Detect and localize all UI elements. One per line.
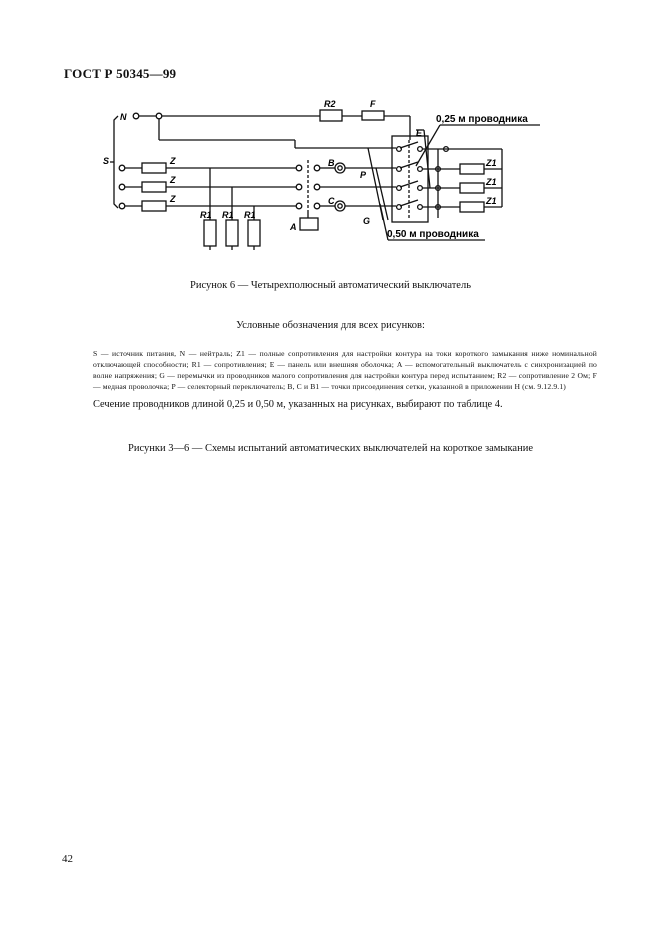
point-c [335, 201, 345, 211]
label-c: C [328, 196, 335, 206]
label-r2: R2 [324, 100, 336, 109]
resistor-r1-2 [226, 220, 238, 246]
label-r1-3: R1 [244, 210, 256, 220]
resistor-r2 [320, 110, 342, 121]
terminal-n [133, 113, 139, 119]
label-a: A [290, 222, 297, 232]
phase-lines [119, 163, 296, 211]
label-z1-1: Z1 [486, 158, 497, 168]
note-bottom: 0,50 м проводника [387, 229, 479, 240]
resistor-r1-1 [204, 220, 216, 246]
label-f: F [370, 100, 376, 109]
note-top: 0,25 м проводника [436, 114, 528, 125]
impedance-z1-2 [460, 183, 484, 193]
resistor-r1-3 [248, 220, 260, 246]
figures-caption: Рисунки 3—6 — Схемы испытаний автоматических выключателей на короткое замыкание [128, 443, 533, 454]
source-bracket [114, 116, 118, 208]
label-p: P [360, 170, 367, 180]
label-s: S [103, 156, 110, 166]
label-r1-2: R1 [222, 210, 234, 220]
label-r1-1: R1 [200, 210, 212, 220]
label-g: G [363, 216, 371, 226]
pointer-top [424, 130, 430, 188]
label-z1-3: Z1 [486, 196, 497, 206]
standard-header: ГОСТ Р 50345—99 [64, 66, 177, 81]
point-b [335, 163, 345, 173]
fuse-f [362, 111, 384, 120]
label-z-1: Z [170, 156, 176, 166]
label-z1-2: Z1 [486, 177, 497, 187]
impedance-z1-3 [460, 202, 484, 212]
label-b: B [328, 158, 335, 168]
figure-caption: Рисунок 6 — Четырехполюсный автоматический выключатель [190, 280, 471, 291]
aux-switch-a [300, 218, 318, 230]
legend-text: S — источник питания, N — нейтраль; Z1 — полные сопротивления для настройки контура на токи короткого замыкания ниже номинальной отключающей способности; R1 — сопротивления; E — панель или внешняя оболочка; A — вспомогательный выключатель с синхронизацией по волне напряжения; G — перемычки из проводников малого сопротивления для настройки контура перед испытанием; R2 — сопротивление 2 Ом; F — медная проволочка; P — селекторный переключатель; B, C и B1 — точки присоединения сетки, указанной в приложении Н (см. 9.12.9.1) [93, 349, 597, 391]
section-note: Сечение проводников длиной 0,25 и 0,50 м, указанных на рисунках, выбирают по таблице 4. [93, 399, 503, 410]
label-z-3: Z [170, 194, 176, 204]
label-z-2: Z [170, 175, 176, 185]
legend-title: Условные обозначения для всех рисунков: [236, 320, 425, 331]
label-e: E [416, 128, 423, 138]
label-n: N [120, 112, 127, 122]
circuit-diagram [100, 100, 550, 250]
impedance-z1-1 [460, 164, 484, 174]
page-number: 42 [62, 853, 73, 865]
